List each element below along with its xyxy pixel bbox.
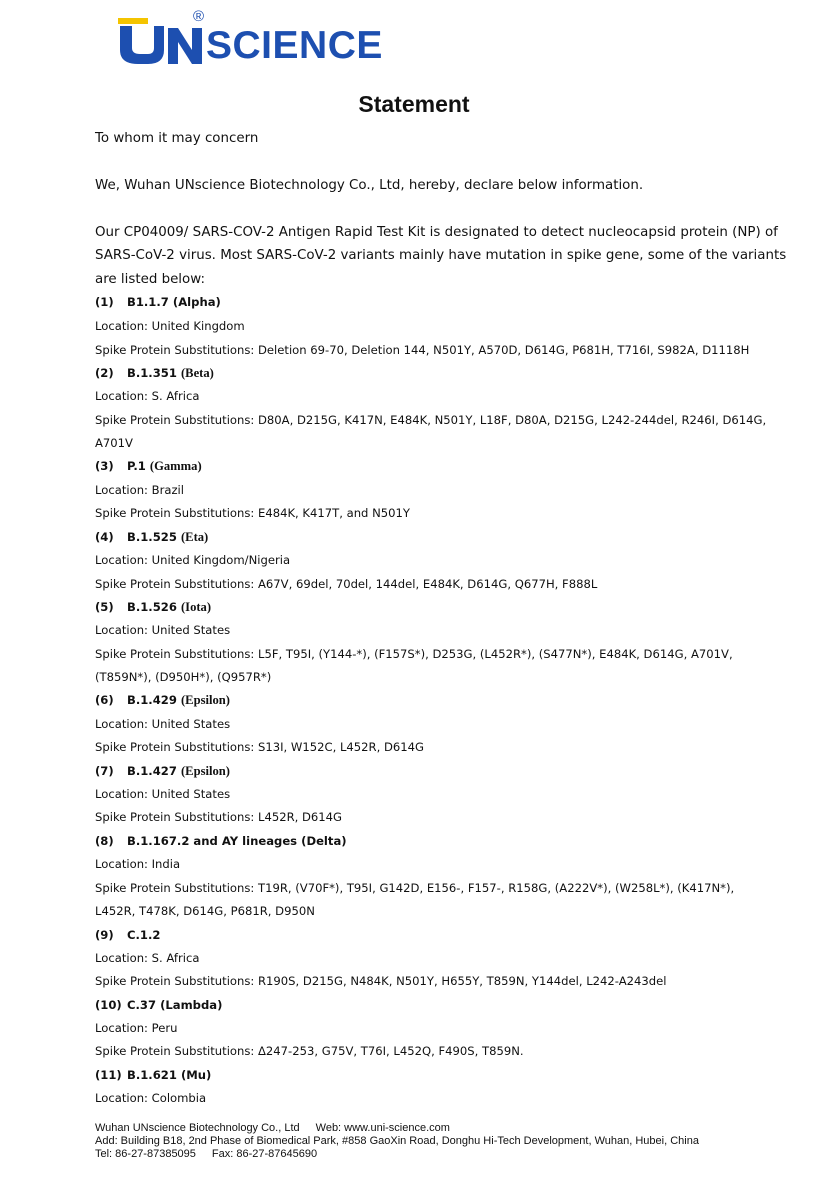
variant-name: (Beta) <box>180 366 214 380</box>
variant-spike: Spike Protein Substitutions: A67V, 69del, 70del, 144del, E484K, D614G, Q677H, F888L <box>95 577 598 591</box>
variant-spike: Spike Protein Substitutions: E484K, K417T, and N501Y <box>95 506 410 520</box>
variant-spike: Spike Protein Substitutions: S13I, W152C, L452R, D614G <box>95 740 425 754</box>
variant-name: (Mu) <box>180 1068 212 1082</box>
variant-name: (Iota) <box>180 600 212 614</box>
variant-name: (Lambda) <box>160 998 223 1012</box>
variant-spike: Spike Protein Substitutions: R190S, D215G, N484K, N501Y, H655Y, T859N, Y144del, L242-A243del <box>95 974 667 988</box>
variant-code: B.1.526 <box>127 600 177 614</box>
footer-web: Web: www.uni-science.com <box>315 1122 450 1134</box>
variant-spike: Spike Protein Substitutions: Deletion 69-70, Deletion 144, N501Y, A570D, D614G, P681H, T716I, S982A, D1118H <box>95 343 750 357</box>
variant-heading <box>95 997 222 1013</box>
variant-location: Location: Colombia <box>95 1091 207 1105</box>
variant-number: (10) <box>95 998 122 1012</box>
variant-code: C.37 <box>127 998 157 1012</box>
footer-tel: Tel: 86-27-87385095 <box>95 1148 196 1160</box>
footer-company-line <box>95 1121 450 1135</box>
variant-spike-cont: (T859N*), (D950H*), (Q957R*) <box>95 670 272 684</box>
variant-location: Location: United Kingdom/Nigeria <box>95 553 291 567</box>
variant-code: B.1.351 <box>127 366 177 380</box>
variant-heading <box>95 692 230 708</box>
variant-number: (9) <box>95 928 114 942</box>
variant-location: Location: United States <box>95 787 231 801</box>
variant-number: (3) <box>95 459 114 473</box>
footer-address: Add: Building B18, 2nd Phase of Biomedical Park, #858 GaoXin Road, Donghu Hi-Tech Development, Wuhan, Hubei, China <box>95 1135 699 1147</box>
variant-heading <box>95 1067 211 1083</box>
variant-spike: Spike Protein Substitutions: L452R, D614G <box>95 810 343 824</box>
variant-heading <box>95 294 221 310</box>
intro-text: We, Wuhan UNscience Biotechnology Co., Ltd, hereby, declare below information. <box>95 178 644 193</box>
variant-number: (1) <box>95 295 114 309</box>
variant-number: (8) <box>95 834 114 848</box>
variant-heading <box>95 927 160 943</box>
variant-location: Location: India <box>95 857 181 871</box>
variant-location: Location: S. Africa <box>95 951 200 965</box>
variant-spike: Spike Protein Substitutions: T19R, (V70F*), T95I, G142D, E156-, F157-, R158G, (A222V*), (W258L*), (K417N*), <box>95 881 735 895</box>
variant-code: B.1.525 <box>127 530 177 544</box>
variant-heading <box>95 599 211 615</box>
variant-name: (Alpha) <box>172 295 221 309</box>
registered-mark: ® <box>193 8 205 25</box>
salutation: To whom it may concern <box>95 131 259 146</box>
variant-code: B1.1.7 <box>127 295 169 309</box>
company-logo <box>118 8 383 67</box>
variant-location: Location: United Kingdom <box>95 319 245 333</box>
variant-name: (Epsilon) <box>180 693 230 707</box>
variant-heading <box>95 763 230 779</box>
variant-number: (11) <box>95 1068 122 1082</box>
variant-location: Location: Brazil <box>95 483 184 497</box>
variant-code: P.1 <box>127 459 146 473</box>
variant-spike-cont: A701V <box>95 436 133 450</box>
variant-location: Location: S. Africa <box>95 389 200 403</box>
variant-code: B.1.167.2 and AY lineages <box>127 834 298 848</box>
variant-location: Location: United States <box>95 623 231 637</box>
variant-name: (Delta) <box>301 834 347 848</box>
paragraph-line-1: Our CP04009/ SARS-COV-2 Antigen Rapid Test Kit is designated to detect nucleocapsid protein (NP) of <box>95 225 778 240</box>
footer-contact-line <box>95 1147 317 1161</box>
variant-name: (Eta) <box>180 530 209 544</box>
variant-number: (7) <box>95 764 114 778</box>
variant-location: Location: Peru <box>95 1021 178 1035</box>
variant-heading <box>95 365 214 381</box>
variant-code: B.1.427 <box>127 764 177 778</box>
variant-spike: Spike Protein Substitutions: D80A, D215G, K417N, E484K, N501Y, L18F, D80A, D215G, L242-244del, R246I, D614G, <box>95 413 767 427</box>
logo-wordmark: SCIENCE <box>206 24 383 67</box>
variant-number: (6) <box>95 693 114 707</box>
variant-spike: Spike Protein Substitutions: L5F, T95I, (Y144-*), (F157S*), D253G, (L452R*), (S477N*), E484K, D614G, A701V, <box>95 647 733 661</box>
variant-code: C.1.2 <box>127 928 161 942</box>
variant-spike-cont: L452R, T478K, D614G, P681R, D950N <box>95 904 315 918</box>
variant-number: (4) <box>95 530 114 544</box>
variant-heading <box>95 458 202 474</box>
paragraph-line-3: are listed below: <box>95 272 205 287</box>
variant-code: B.1.621 <box>127 1068 177 1082</box>
variant-name: (Epsilon) <box>180 764 230 778</box>
variant-heading <box>95 529 208 545</box>
variant-location: Location: United States <box>95 717 231 731</box>
footer-fax: Fax: 86-27-87645690 <box>211 1148 318 1160</box>
variant-heading <box>95 833 347 849</box>
paragraph-line-2: SARS-CoV-2 virus. Most SARS-CoV-2 variants mainly have mutation in spike gene, some of the variants <box>95 248 787 263</box>
variant-name: (Gamma) <box>149 459 202 473</box>
page-title: Statement <box>358 91 470 117</box>
footer-company: Wuhan UNscience Biotechnology Co., Ltd <box>95 1122 300 1134</box>
variant-spike: Spike Protein Substitutions: Δ247-253, G75V, T76I, L452Q, F490S, T859N. <box>95 1044 524 1058</box>
variant-number: (5) <box>95 600 114 614</box>
variant-code: B.1.429 <box>127 693 177 707</box>
variant-number: (2) <box>95 366 114 380</box>
